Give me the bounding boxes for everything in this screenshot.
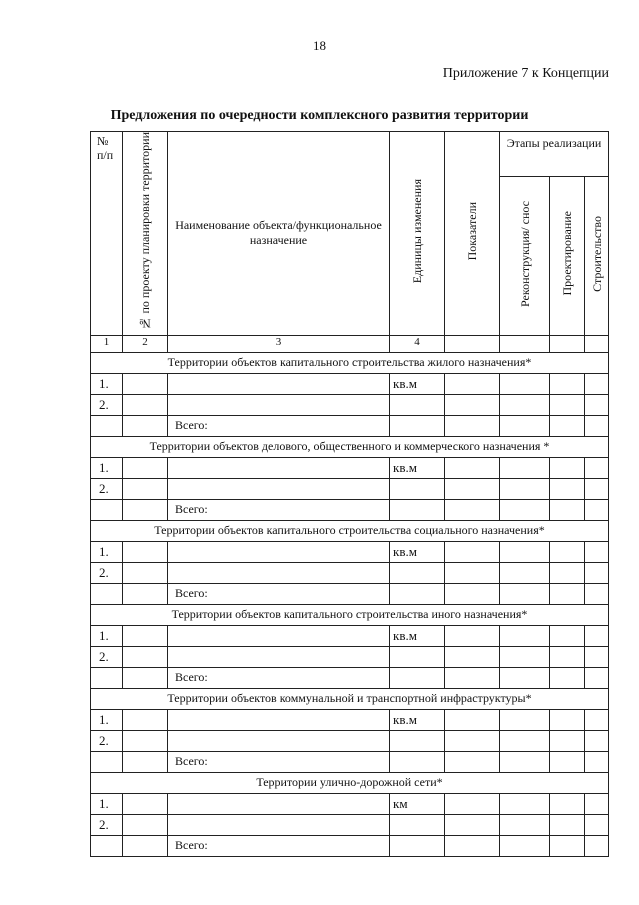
unit-cell xyxy=(390,394,445,415)
table-row xyxy=(91,646,609,667)
design-cell xyxy=(550,835,585,856)
design-cell xyxy=(550,394,585,415)
design-cell xyxy=(550,499,585,520)
unit-cell: км xyxy=(390,793,445,814)
name-cell xyxy=(168,646,390,667)
section-title: Территории объектов делового, общественного и коммерческого назначения * xyxy=(91,436,609,457)
indicator-cell xyxy=(445,394,500,415)
indicator-cell xyxy=(445,562,500,583)
indicator-cell xyxy=(445,835,500,856)
project-no-cell xyxy=(123,394,168,415)
section-title: Территории объектов коммунальной и транспортной инфраструктуры* xyxy=(91,688,609,709)
reconstruction-cell xyxy=(500,835,550,856)
header-col-project-no: № по проекту планировки территории xyxy=(123,132,168,336)
design-cell xyxy=(550,541,585,562)
project-no-cell xyxy=(123,625,168,646)
row-number: 1. xyxy=(91,457,123,478)
design-cell xyxy=(550,730,585,751)
unit-cell: кв.м xyxy=(390,709,445,730)
reconstruction-cell xyxy=(500,751,550,772)
design-cell xyxy=(550,562,585,583)
column-number-row xyxy=(91,335,609,352)
design-cell xyxy=(550,373,585,394)
section-title-row xyxy=(91,520,609,541)
header-row-1 xyxy=(91,132,609,177)
page-number: 18 xyxy=(313,38,326,53)
section-title-row xyxy=(91,772,609,793)
design-cell xyxy=(550,751,585,772)
header-stages: Этапы реализации xyxy=(500,132,609,177)
unit-cell xyxy=(390,730,445,751)
design-cell xyxy=(550,709,585,730)
construction-cell xyxy=(585,835,609,856)
table-row xyxy=(91,373,609,394)
project-no-cell xyxy=(123,730,168,751)
header-stage-construction: Строительство xyxy=(585,176,609,335)
project-no-cell xyxy=(123,373,168,394)
table-row xyxy=(91,709,609,730)
unit-cell xyxy=(390,814,445,835)
row-number: 2. xyxy=(91,394,123,415)
construction-cell xyxy=(585,730,609,751)
project-no-cell xyxy=(123,814,168,835)
row-number: 2. xyxy=(91,562,123,583)
document-title: Предложения по очередности комплексного развития территории xyxy=(110,108,529,123)
total-label: Всего: xyxy=(168,583,390,604)
row-number: 1. xyxy=(91,793,123,814)
construction-cell xyxy=(585,646,609,667)
column-number xyxy=(585,335,609,352)
construction-cell xyxy=(585,499,609,520)
construction-cell xyxy=(585,541,609,562)
total-row xyxy=(91,835,609,856)
table-row xyxy=(91,478,609,499)
design-cell xyxy=(550,625,585,646)
table-row xyxy=(91,730,609,751)
total-label: Всего: xyxy=(168,667,390,688)
reconstruction-cell xyxy=(500,415,550,436)
row-number xyxy=(91,667,123,688)
table-row xyxy=(91,625,609,646)
table-row xyxy=(91,562,609,583)
row-number xyxy=(91,835,123,856)
column-number xyxy=(550,335,585,352)
reconstruction-cell xyxy=(500,478,550,499)
name-cell xyxy=(168,394,390,415)
unit-cell: кв.м xyxy=(390,625,445,646)
design-cell xyxy=(550,478,585,499)
row-number: 2. xyxy=(91,730,123,751)
table-row xyxy=(91,394,609,415)
total-row xyxy=(91,751,609,772)
project-no-cell xyxy=(123,562,168,583)
section-title-row xyxy=(91,352,609,373)
reconstruction-cell xyxy=(500,394,550,415)
construction-cell xyxy=(585,373,609,394)
row-number: 1. xyxy=(91,709,123,730)
construction-cell xyxy=(585,583,609,604)
name-cell xyxy=(168,709,390,730)
reconstruction-cell xyxy=(500,499,550,520)
indicator-cell xyxy=(445,625,500,646)
construction-cell xyxy=(585,478,609,499)
project-no-cell xyxy=(123,646,168,667)
construction-cell xyxy=(585,394,609,415)
row-number: 1. xyxy=(91,625,123,646)
header-col-no: № п/п xyxy=(91,132,123,336)
name-cell xyxy=(168,541,390,562)
unit-cell xyxy=(390,835,445,856)
project-no-cell xyxy=(123,667,168,688)
table-row xyxy=(91,793,609,814)
construction-cell xyxy=(585,814,609,835)
project-no-cell xyxy=(123,835,168,856)
design-cell xyxy=(550,793,585,814)
indicator-cell xyxy=(445,814,500,835)
name-cell xyxy=(168,730,390,751)
project-no-cell xyxy=(123,709,168,730)
table-body xyxy=(91,132,609,857)
indicator-cell xyxy=(445,478,500,499)
construction-cell xyxy=(585,415,609,436)
section-title-row xyxy=(91,436,609,457)
indicator-cell xyxy=(445,730,500,751)
design-cell xyxy=(550,814,585,835)
row-number: 1. xyxy=(91,541,123,562)
name-cell xyxy=(168,625,390,646)
row-number xyxy=(91,415,123,436)
indicator-cell xyxy=(445,541,500,562)
construction-cell xyxy=(585,625,609,646)
reconstruction-cell xyxy=(500,814,550,835)
indicator-cell xyxy=(445,709,500,730)
reconstruction-cell xyxy=(500,646,550,667)
column-number xyxy=(500,335,550,352)
construction-cell xyxy=(585,709,609,730)
unit-cell xyxy=(390,415,445,436)
indicator-cell xyxy=(445,373,500,394)
design-cell xyxy=(550,457,585,478)
table-row xyxy=(91,814,609,835)
reconstruction-cell xyxy=(500,625,550,646)
project-no-cell xyxy=(123,457,168,478)
name-cell xyxy=(168,562,390,583)
reconstruction-cell xyxy=(500,583,550,604)
row-number: 2. xyxy=(91,814,123,835)
header-col-unit: Единицы изменения xyxy=(390,132,445,336)
design-cell xyxy=(550,583,585,604)
column-number: 4 xyxy=(390,335,445,352)
row-number: 1. xyxy=(91,373,123,394)
project-no-cell xyxy=(123,415,168,436)
indicator-cell xyxy=(445,667,500,688)
total-row xyxy=(91,583,609,604)
unit-cell xyxy=(390,583,445,604)
design-cell xyxy=(550,415,585,436)
column-number xyxy=(445,335,500,352)
section-title: Территории объектов капитального строительства жилого назначения* xyxy=(91,352,609,373)
header-stage-reconstruction: Реконструкция/ снос xyxy=(500,176,550,335)
construction-cell xyxy=(585,793,609,814)
project-no-cell xyxy=(123,499,168,520)
indicator-cell xyxy=(445,415,500,436)
unit-cell xyxy=(390,751,445,772)
name-cell xyxy=(168,814,390,835)
total-label: Всего: xyxy=(168,415,390,436)
name-cell xyxy=(168,373,390,394)
appendix-label: Приложение 7 к Концепции xyxy=(442,66,609,81)
reconstruction-cell xyxy=(500,562,550,583)
reconstruction-cell xyxy=(500,373,550,394)
total-row xyxy=(91,499,609,520)
row-number: 2. xyxy=(91,478,123,499)
header-col-indicators: Показатели xyxy=(445,132,500,336)
unit-cell xyxy=(390,499,445,520)
indicator-cell xyxy=(445,793,500,814)
construction-cell xyxy=(585,562,609,583)
construction-cell xyxy=(585,457,609,478)
section-title: Территории объектов капитального строительства иного назначения* xyxy=(91,604,609,625)
row-number: 2. xyxy=(91,646,123,667)
project-no-cell xyxy=(123,793,168,814)
header-col-name: Наименование объекта/функциональное назначение xyxy=(168,132,390,336)
column-number: 2 xyxy=(123,335,168,352)
indicator-cell xyxy=(445,583,500,604)
unit-cell: кв.м xyxy=(390,457,445,478)
design-cell xyxy=(550,667,585,688)
table-row xyxy=(91,541,609,562)
reconstruction-cell xyxy=(500,730,550,751)
row-number xyxy=(91,499,123,520)
project-no-cell xyxy=(123,751,168,772)
unit-cell xyxy=(390,667,445,688)
construction-cell xyxy=(585,667,609,688)
reconstruction-cell xyxy=(500,457,550,478)
indicator-cell xyxy=(445,457,500,478)
priority-table xyxy=(90,131,609,857)
section-title: Территории улично-дорожной сети* xyxy=(91,772,609,793)
section-title-row xyxy=(91,604,609,625)
header-stage-design: Проектирование xyxy=(550,176,585,335)
indicator-cell xyxy=(445,751,500,772)
name-cell xyxy=(168,478,390,499)
column-number: 3 xyxy=(168,335,390,352)
reconstruction-cell xyxy=(500,667,550,688)
total-label: Всего: xyxy=(168,751,390,772)
reconstruction-cell xyxy=(500,793,550,814)
design-cell xyxy=(550,646,585,667)
unit-cell xyxy=(390,478,445,499)
section-title-row xyxy=(91,688,609,709)
reconstruction-cell xyxy=(500,541,550,562)
indicator-cell xyxy=(445,499,500,520)
total-row xyxy=(91,415,609,436)
reconstruction-cell xyxy=(500,709,550,730)
unit-cell xyxy=(390,562,445,583)
total-row xyxy=(91,667,609,688)
name-cell xyxy=(168,793,390,814)
project-no-cell xyxy=(123,478,168,499)
row-number xyxy=(91,583,123,604)
project-no-cell xyxy=(123,541,168,562)
project-no-cell xyxy=(123,583,168,604)
table-row xyxy=(91,457,609,478)
total-label: Всего: xyxy=(168,835,390,856)
indicator-cell xyxy=(445,646,500,667)
unit-cell: кв.м xyxy=(390,373,445,394)
total-label: Всего: xyxy=(168,499,390,520)
construction-cell xyxy=(585,751,609,772)
name-cell xyxy=(168,457,390,478)
unit-cell: кв.м xyxy=(390,541,445,562)
section-title: Территории объектов капитального строительства социального назначения* xyxy=(91,520,609,541)
unit-cell xyxy=(390,646,445,667)
column-number: 1 xyxy=(91,335,123,352)
row-number xyxy=(91,751,123,772)
